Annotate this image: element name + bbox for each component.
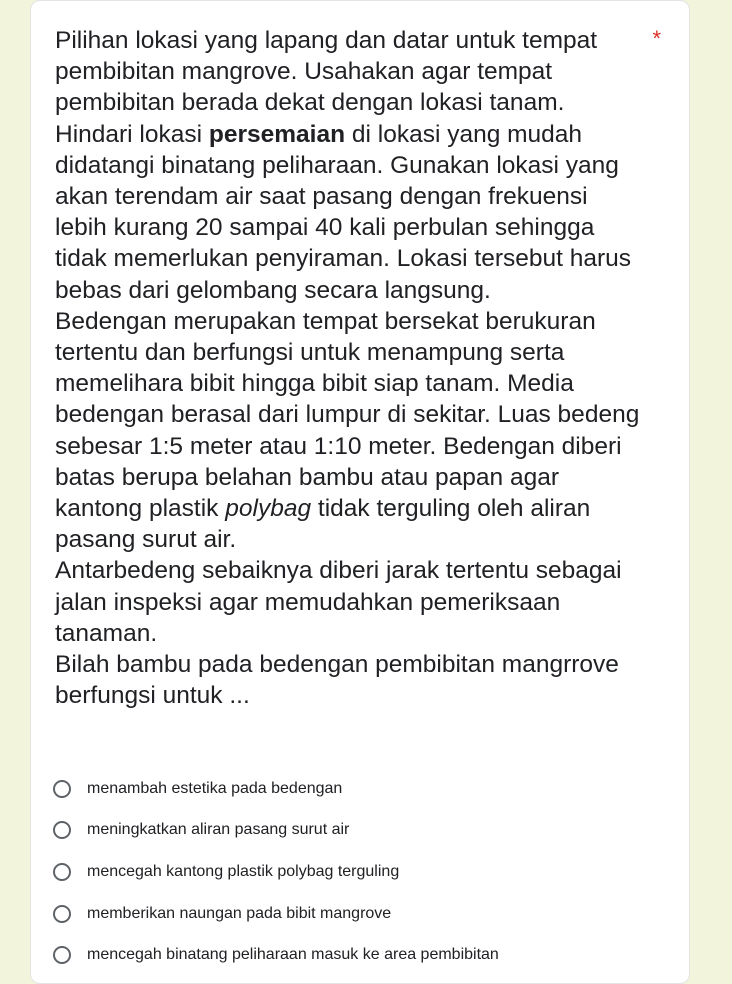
question-text (55, 25, 645, 711)
question-paragraph-2 (55, 306, 645, 556)
italic-term: polybag (225, 495, 312, 523)
option-3[interactable] (53, 851, 673, 893)
option-label: mencegah binatang peliharaan masuk ke area pembibitan (87, 946, 499, 964)
option-2[interactable] (53, 810, 673, 852)
radio-button-3[interactable] (53, 863, 71, 881)
radio-button-2[interactable] (53, 821, 71, 839)
option-label: mencegah kantong plastik polybag terguling (87, 862, 400, 880)
bold-term: persemaian (208, 120, 346, 148)
question-text-part: di lokasi yang mudah didatangi binatang peliharaan. Gunakan lokasi yang akan terendam air saat pasang dengan frekuensi lebih kurang 20 sampai 40 kali perbulan sehingga tidak memerlukan penyiraman. Lokasi tersebut harus bebas dari gelombang secara langsung. (55, 120, 632, 304)
radio-button-4[interactable] (53, 905, 71, 923)
option-4[interactable] (53, 893, 673, 935)
question-text-part: Bedengan merupakan tempat bersekat berukuran tertentu dan berfungsi untuk menampung serta memelihara bibit hingga bibit siap tanam. Media bedengan berasal dari lumpur di sekitar. Luas bedeng sebesar 1:5 meter atau 1:10 meter. Bedengan diberi batas berupa belahan bambu atau papan agar kantong plastik (55, 307, 640, 523)
radio-button-5[interactable] (53, 946, 71, 964)
option-label: meningkatkan aliran pasang surut air (87, 821, 350, 839)
option-label: menambah estetika pada bedengan (87, 779, 343, 797)
option-1[interactable] (53, 768, 673, 810)
question-paragraph-3: Antarbedeng sebaiknya diberi jarak tertentu sebagai jalan inspeksi agar memudahkan pemeriksaan tanaman. (55, 557, 622, 647)
radio-button-1[interactable] (53, 780, 71, 798)
question-text-part: Pilihan lokasi yang lapang dan datar untuk tempat pembibitan mangrove. Usahakan agar tempat pembibitan berada dekat dengan lokasi tanam. Hindari lokasi (55, 27, 598, 148)
question-text-part: tidak terguling oleh aliran pasang surut air. (55, 495, 591, 554)
answer-options (53, 768, 673, 976)
required-asterisk: * (652, 26, 661, 51)
option-label: memberikan naungan pada bibit mangrove (87, 904, 392, 922)
question-prompt: Bilah bambu pada bedengan pembibitan mangrrove berfungsi untuk ... (55, 651, 619, 710)
question-paragraph-1 (55, 25, 645, 306)
option-5[interactable] (53, 934, 673, 976)
question-card (30, 0, 690, 984)
